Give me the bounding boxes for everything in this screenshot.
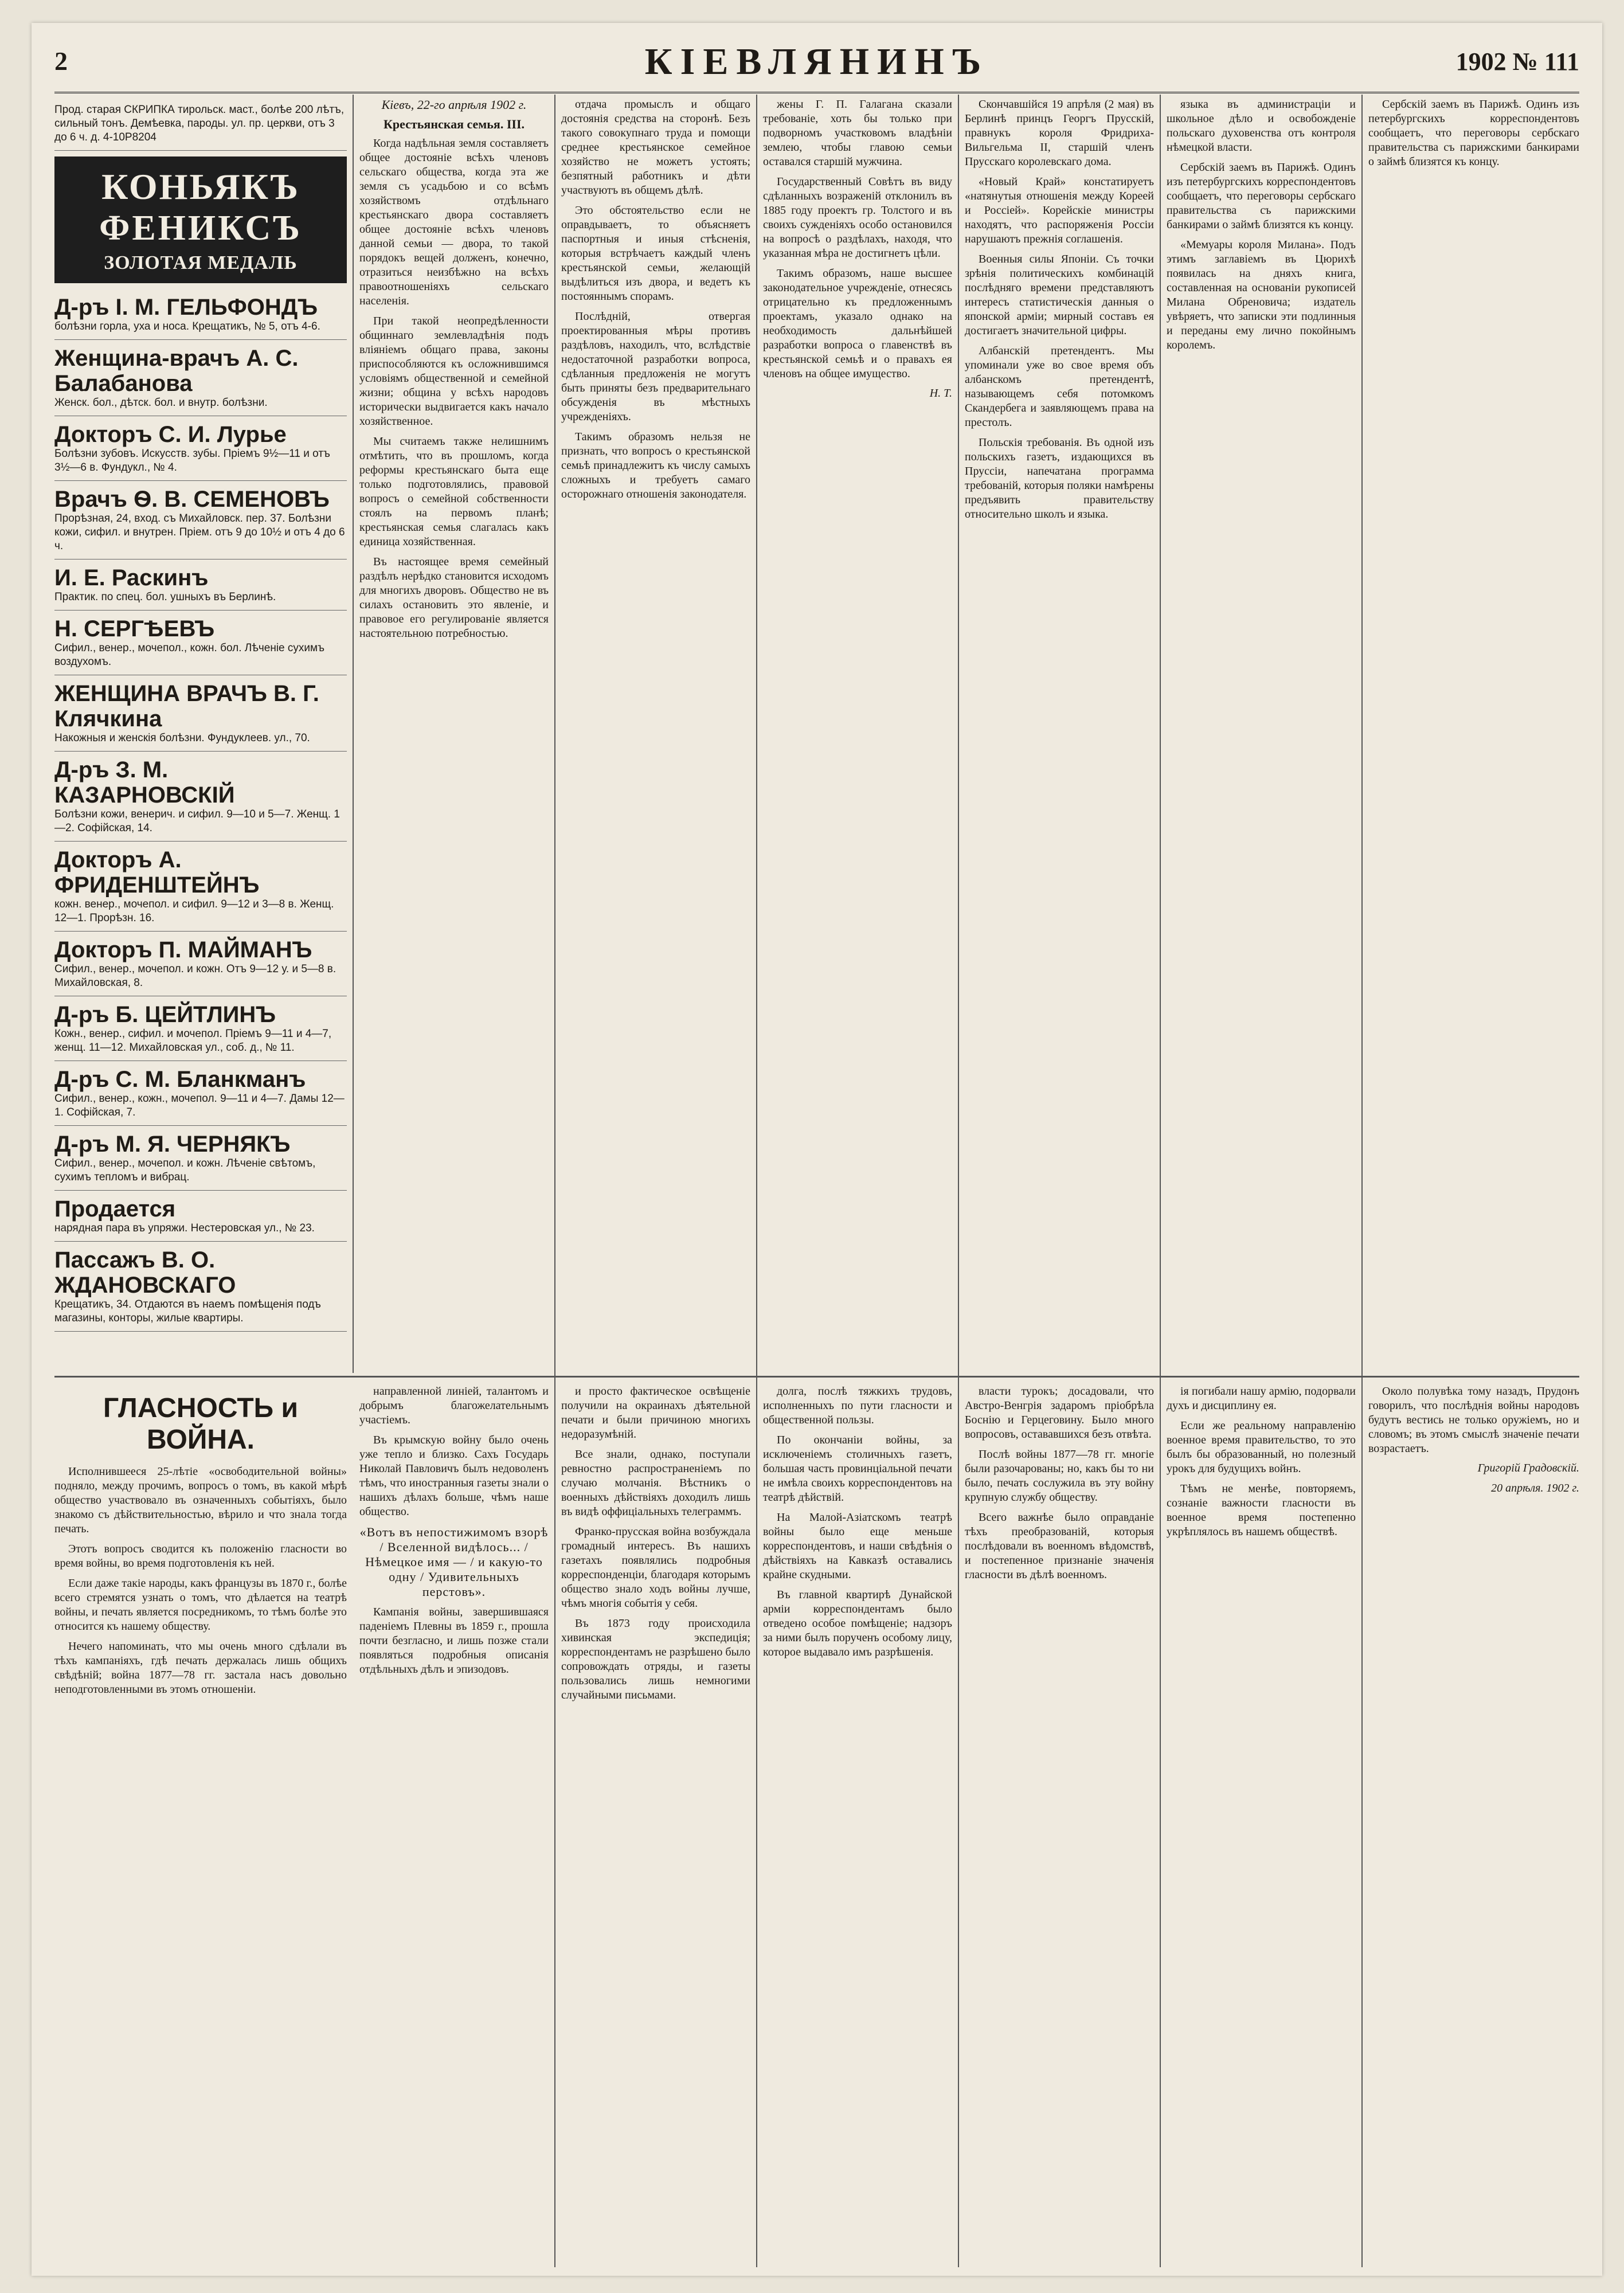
paragraph: При такой неопредѣленности общиннаго землевладѣнія подъ вліяніемъ общаго права, законы приспособляются къ осложнившимся условіямъ общественной и семейной жизни; община у всѣхъ народовъ исторически выдвигается какъ начало хозяйственное. [359, 315, 549, 428]
article-column [763, 97, 952, 1373]
newspaper-page [32, 23, 1602, 2276]
ad-doctor: ЖЕНЩИНА ВРАЧЪ В. Г. Клячкина Накожныя и женскія болѣзни. Фундуклеев. ул., 70. [54, 675, 347, 752]
paragraph: и просто фактическое освѣщеніе получили на окраинахъ дѣятельной печати и были причиною многихъ недоразумѣній. [561, 1385, 750, 1441]
paragraph: На Малой-Азіатскомъ театрѣ войны было еще меньше корреспондентовъ, и наши свѣдѣнія о дѣйствіяхъ на Кавказѣ оставались крайне скудными. [763, 1511, 952, 1581]
paragraph: Въ 1873 году происходила хивинская экспедиція; корреспондентамъ не разрѣшено было сопровождать отряды, и газеты пользовались лишь немногими случайными письмами. [561, 1617, 750, 1701]
paragraph: Послѣдній, отвергая проектированныя мѣры противъ раздѣловъ, находилъ, что, вслѣдствіе недостаточной разработки вопроса, сдѣланныя предложенія не могутъ быть приняты безъ предварительнаго обсужденія въ мѣстныхъ учрежденіяхъ. [561, 310, 750, 423]
paragraph: Въ крымскую войну было очень уже тепло и близко. Сахъ Государь Николай Павловичъ былъ недоволенъ тѣмъ, что иностранныя газеты знали о нашихъ дѣлахъ больше, чѣмъ наше общество. [359, 1434, 549, 1518]
paragraph: Въ главной квартирѣ Дунайской арміи корреспондентамъ было отведено особое помѣщеніе; надзоръ за ними былъ порученъ особому лицу, которое выдавало имъ разрѣшенія. [763, 1588, 952, 1658]
paragraph: Сербскій заемъ въ Парижѣ. Одинъ изъ петербургскихъ корреспондентовъ сообщаетъ, что переговоры сербскаго правительства съ парижскими банкирами о займѣ близятся къ концу. [1368, 98, 1579, 168]
ad-doctor: Женщина-врачъ А. С. Балабанова Женск. бол., дѣтск. бол. и внутр. болѣзни. [54, 340, 347, 416]
column-rule [353, 95, 354, 1373]
paragraph: Этотъ вопросъ сводится къ положенію гласности во время войны, во время подготовленія къ ней. [54, 1543, 347, 1570]
newspaper-title: КІЕВЛЯНИНЪ [644, 41, 989, 83]
paragraph: отдача промыслъ и общаго достоянія средства на сторонѣ. Безъ такого совокупнаго труда и помощи среднее крестьянское семейное хозяйство не можетъ устоять; безпятный работникъ и дѣти участвуютъ въ общемъ дѣлѣ. [561, 98, 750, 197]
paragraph: Сербскій заемъ въ Парижѣ. Одинъ изъ петербургскихъ корреспондентовъ сообщаетъ, что переговоры сербскаго правительства съ парижскими банкирами о займѣ близятся къ концу. [1167, 161, 1356, 231]
paragraph: языка въ администраціи и школьное дѣло и освобожденіе польскаго духовенства отъ контроля нѣмецкой власти. [1167, 98, 1356, 154]
ad-doctor: Д-ръ З. М. КАЗАРНОВСКІЙ Болѣзни кожи, венерич. и сифил. 9—10 и 5—7. Женщ. 1—2. Софійская, 14. [54, 752, 347, 842]
paragraph: Исполнившееся 25-лѣтіе «освободительной войны» подняло, между прочимъ, вопросъ о томъ, въ какой мѣрѣ общество участвовало въ означенныхъ событіяхъ, было знакомо съ дѣйствительностью, вѣрило и что знала тогда печать. [54, 1465, 347, 1535]
paragraph: Польскія требованія. Въ одной изъ польскихъ газетъ, издающихся въ Пруссіи, напечатана программа требованій, которыя поляки намѣрены предъявить правительству относительно школъ и языка. [965, 436, 1154, 521]
feuilleton-column [1368, 1384, 1579, 2267]
paragraph: Государственный Совѣтъ въ виду сдѣланныхъ возраженій отклонилъ въ 1885 году проектъ гр. Толстого и въ своихъ сужденіяхъ особо остановился на вопросѣ о раздѣлахъ, находя, что указанная мѣра не достигнетъ цѣли. [763, 175, 952, 260]
column-rule [958, 95, 959, 2267]
author-signature: Григорій Градовскій. [1477, 1462, 1579, 1474]
feuilleton-title: ГЛАСНОСТЬ и ВОЙНА. [103, 1393, 298, 1455]
feuilleton-column [561, 1384, 750, 2267]
ad-doctor: Н. СЕРГѢЕВЪ Сифил., венер., мочепол., кожн. бол. Лѣченіе сухимъ воздухомъ. [54, 611, 347, 675]
paragraph: Если даже такіе народы, какъ французы въ 1870 г., болѣе всего стремятся узнать о томъ, что дѣлается на театрѣ войны, и печать является посредникомъ, то тѣмъ болѣе это относится къ нашему обществу. [54, 1577, 347, 1633]
column-rule [756, 95, 757, 2267]
paragraph: Такимъ образомъ, наше высшее законодательное учрежденіе, отнесясь отрицательно къ предложеннымъ проектамъ, указало однако на необходимость дальнѣйшей разработки вопроса о главенствѣ въ крестьянской семьѣ и о правахъ ея членовъ на общее имущество. [763, 267, 952, 380]
advertisements-column [54, 97, 347, 1373]
ad-doctor: Докторъ С. И. Лурье Болѣзни зубовъ. Искусств. зубы. Пріемъ 9½—11 и отъ 3½—6 в. Фундукл., № 4. [54, 416, 347, 481]
paragraph: Это обстоятельство если не оправдываетъ, то объясняетъ паспортныя и иныя стѣсненія, которыя встрѣчаетъ каждый членъ крестьянской семьи, желающій выдѣлиться изъ двора, и ведетъ къ постояннымъ спорамъ. [561, 204, 750, 303]
feuilleton-column [1167, 1384, 1356, 2267]
cognac-phoenix-ad: КОНЬЯКЪ ФЕНИКСЪ ЗОЛОТАЯ МЕДАЛЬ [54, 156, 347, 283]
paragraph: власти турокъ; досадовали, что Австро-Венгрія задаромъ пріобрѣла Боснію и Герцеговину. Было много вопросовъ, остававшихся безъ отвѣта. [965, 1385, 1154, 1441]
feuilleton-column [763, 1384, 952, 2267]
column-rule [1361, 95, 1363, 2267]
verse-quote: «Вотъ въ непостижимомъ взорѣ / Вселенной видѣлось... / Нѣмецкое имя — / и какую-то одну / Удивительныхъ перстовъ». [359, 1525, 549, 1599]
paragraph: Все знали, однако, поступали ревностно распространеніемъ по случаю молчанія. Вѣстникъ о военныхъ дѣйствіяхъ доходилъ лишь въ видѣ оффиціальныхъ телеграммъ. [561, 1448, 750, 1518]
paragraph: Около полувѣка тому назадъ, Прудонъ говорилъ, что послѣднія войны народовъ будутъ вестись не только оружіемъ, но и словомъ; въ этомъ смыслѣ значеніе печати возрастаетъ. [1368, 1385, 1579, 1455]
ad-horses: Продается нарядная пара въ упряжи. Нестеровская ул., № 23. [54, 1191, 347, 1242]
paragraph: долга, послѣ тяжкихъ трудовъ, исполненныхъ по пути гласности и общественной пользы. [763, 1385, 952, 1426]
paragraph: направленной линіей, талантомъ и добрымъ благожелательнымъ участіемъ. [359, 1385, 549, 1426]
foreign-news-column [965, 97, 1154, 1373]
foreign-news-column [1368, 97, 1579, 1373]
paragraph: Такимъ образомъ нельзя не признать, что вопросъ о крестьянской семьѣ принадлежитъ къ числу самыхъ сложныхъ и требуетъ самаго осторожнаго отношенія законодателя. [561, 431, 750, 500]
dateline: Кіевъ, 22-го апрѣля 1902 г. [381, 97, 527, 112]
paragraph: Нечего напоминать, что мы очень много сдѣлали въ тѣхъ кампаніяхъ, гдѣ печать держалась лишь общихъ свѣдѣній; война 1877—78 гг. застала насъ довольно неподготовленными въ этомъ отношеніи. [54, 1640, 347, 1696]
article-date: 20 апрѣля. 1902 г. [1491, 1482, 1579, 1494]
paragraph: Военныя силы Японіи. Съ точки зрѣнія политическихъ комбинацій послѣдняго времени представляютъ интересъ статистическія данныя о японской арміи; мирный составъ ея достигаетъ значительной цифры. [965, 253, 1154, 337]
article-heading: Крестьянская семья. III. [383, 117, 525, 131]
paragraph: Мы считаемъ также нелишнимъ отмѣтить, что въ прошломъ, когда реформы крестьянскаго быта еще только подготовлялись, правовой вопросъ о семейной собственности стоялъ на первомъ планѣ; крестьянская семья слагалась какъ единица хозяйственная. [359, 435, 549, 548]
ad-doctor: Д-ръ I. М. ГЕЛЬФОНДЪ болѣзни горла, уха и носа. Крещатикъ, № 5, отъ 4-6. [54, 289, 347, 340]
feuilleton-column [359, 1384, 549, 2267]
issue-number: 1902 № 111 [1455, 48, 1579, 76]
paragraph: Если же реальному направленію военное время правительство, то это былъ бы образованный, но полезный урокъ для будущихъ войнъ. [1167, 1419, 1356, 1475]
paragraph: Въ настоящее время семейный раздѣлъ нерѣдко становится исходомъ для многихъ дворовъ. Общество не въ силахъ остановить это явленіе, и правовое его регулированіе является настоятельною потребностью. [359, 555, 549, 640]
ad-passage: Пассажъ В. О. ЖДАНОВСКАГО Крещатикъ, 34. Отдаются въ наемъ помѣщенія подъ магазины, конторы, жилые квартиры. [54, 1242, 347, 1332]
paragraph: Всего важнѣе было оправданіе тѣхъ преобразованій, которыя послѣдовали въ военномъ вѣдомствѣ, и постепенное признаніе значенія гласности въ дѣлѣ военномъ. [965, 1511, 1154, 1581]
ad-doctor: Докторъ П. МАЙМАНЪ Сифил., венер., мочепол. и кожн. Отъ 9—12 у. и 5—8 в. Михайловская, 8. [54, 932, 347, 996]
ad-doctor: Докторъ А. ФРИДЕНШТЕЙНЪ кожн. венер., мочепол. и сифил. 9—12 и 3—8 в. Женщ. 12—1. Прорѣзн. 16. [54, 842, 347, 932]
ad-doctor: Врачъ Ѳ. В. СЕМЕНОВЪ Прорѣзная, 24, вход. съ Михайловск. пер. 37. Болѣзни кожи, сифил. и внутрен. Пріем. отъ 9 до 10½ и отъ 4 до 6 ч. [54, 481, 347, 559]
paragraph: Тѣмъ не менѣе, повторяемъ, сознаніе важности гласности въ военное время постепенно укрѣплялось въ нашемъ обществѣ. [1167, 1482, 1356, 1538]
lead-article-column [359, 97, 549, 1373]
paragraph: По окончаніи войны, за исключеніемъ столичныхъ газетъ, большая часть провинціальной печати не имѣла своихъ корреспондентовъ на театрѣ дѣйствій. [763, 1434, 952, 1504]
article-column [561, 97, 750, 1373]
paragraph: «Мемуары короля Милана». Подъ этимъ заглавіемъ въ Цюрихѣ появилась на дняхъ книга, составленная на основаніи рукописей Милана Обреновича; издатель увѣряетъ, что записки эти подлинныя и переданы ему лично покойнымъ королемъ. [1167, 238, 1356, 351]
paragraph: «Новый Край» констатируетъ «натянутыя отношенія между Кореей и Россіей». Корейскіе министры находятъ, что распоряженія Россіи нарушаютъ прежнія соглашенія. [965, 175, 1154, 245]
ad-doctor: И. Е. Раскинъ Практик. по спец. бол. ушныхъ въ Берлинѣ. [54, 559, 347, 611]
paragraph: Скончавшійся 19 апрѣля (2 мая) въ Берлинѣ принцъ Георгъ Прусскій, правнукъ короля Фридриха-Вильгельма II, старшій членъ Прусскаго королевскаго дома. [965, 98, 1154, 168]
masthead [54, 34, 1579, 93]
paragraph: Франко-прусская война возбуждала громадный интересъ. Въ нашихъ газетахъ появлялись подробныя корреспонденціи, благодаря которымъ общество знало ходъ войны лучше, чѣмъ многія событія у себя. [561, 1525, 750, 1610]
column-rule [554, 95, 555, 2267]
paragraph: Кампанія войны, завершившаяся паденіемъ Плевны въ 1859 г., прошла почти безгласно, и лишь позже стали появляться подробныя описанія отдѣльныхъ дѣлъ и эпизодовъ. [359, 1606, 549, 1676]
paragraph: ія погибали нашу армію, подорвали духъ и дисциплину ея. [1167, 1385, 1356, 1412]
paragraph: Когда надѣльная земля составляетъ общее достояніе всѣхъ членовъ сельскаго общества, когда эта же земля съ усадьбою и со всѣмъ хозяйствомъ отдѣльнаго крестьянскаго двора составляетъ общее достояніе всѣхъ членовъ данной семьи — двора, то такой порядокъ вещей долженъ, конечно, отразиться неизбѣжно на всѣхъ правоотношеніяхъ сельскаго населенія. [359, 137, 549, 307]
paragraph: Албанскій претендентъ. Мы упоминали уже во свое время объ албанскомъ претендентѣ, называющемъ себя потомкомъ Скандербега и заявляющемъ права на престолъ. [965, 345, 1154, 429]
foreign-news-column [1167, 97, 1356, 1373]
paragraph: жены Г. П. Галагана сказали требованіе, хоть бы только при подворномъ участковомъ владѣніи землею, чтобы главою семьи оставался старшій мужчина. [763, 98, 952, 168]
column-rule [1160, 95, 1161, 2267]
ad-doctor: Д-ръ С. М. Бланкманъ Сифил., венер., кожн., мочепол. 9—11 и 4—7. Дамы 12—1. Софійская, 7. [54, 1061, 347, 1126]
ad-doctor: Д-ръ М. Я. ЧЕРНЯКЪ Сифил., венер., мочепол. и кожн. Лѣченіе свѣтомъ, сухимъ тепломъ и вибрац. [54, 1126, 347, 1191]
section-rule [54, 1376, 1579, 1378]
paragraph: Послѣ войны 1877—78 гг. многіе были разочарованы; но, какъ бы то ни было, печать сослужила въ эту войну крупную службу обществу. [965, 1448, 1154, 1504]
feuilleton-column [965, 1384, 1154, 2267]
ad-violin: Прод. старая СКРИПКА тирольск. маст., болѣе 200 лѣтъ, сильный тонъ. Демѣевка, пароды. ул. пр. церкви, отъ 3 до 6 ч. д. 4-10Р8204 [54, 97, 347, 151]
feuilleton-column [54, 1384, 347, 2267]
page-number: 2 [54, 46, 68, 76]
article-signature: Н. Т. [929, 387, 952, 400]
ad-doctor: Д-ръ Б. ЦЕЙТЛИНЪ Кожн., венер., сифил. и мочепол. Пріемъ 9—11 и 4—7, женщ. 11—12. Михайловская ул., соб. д., № 11. [54, 996, 347, 1061]
